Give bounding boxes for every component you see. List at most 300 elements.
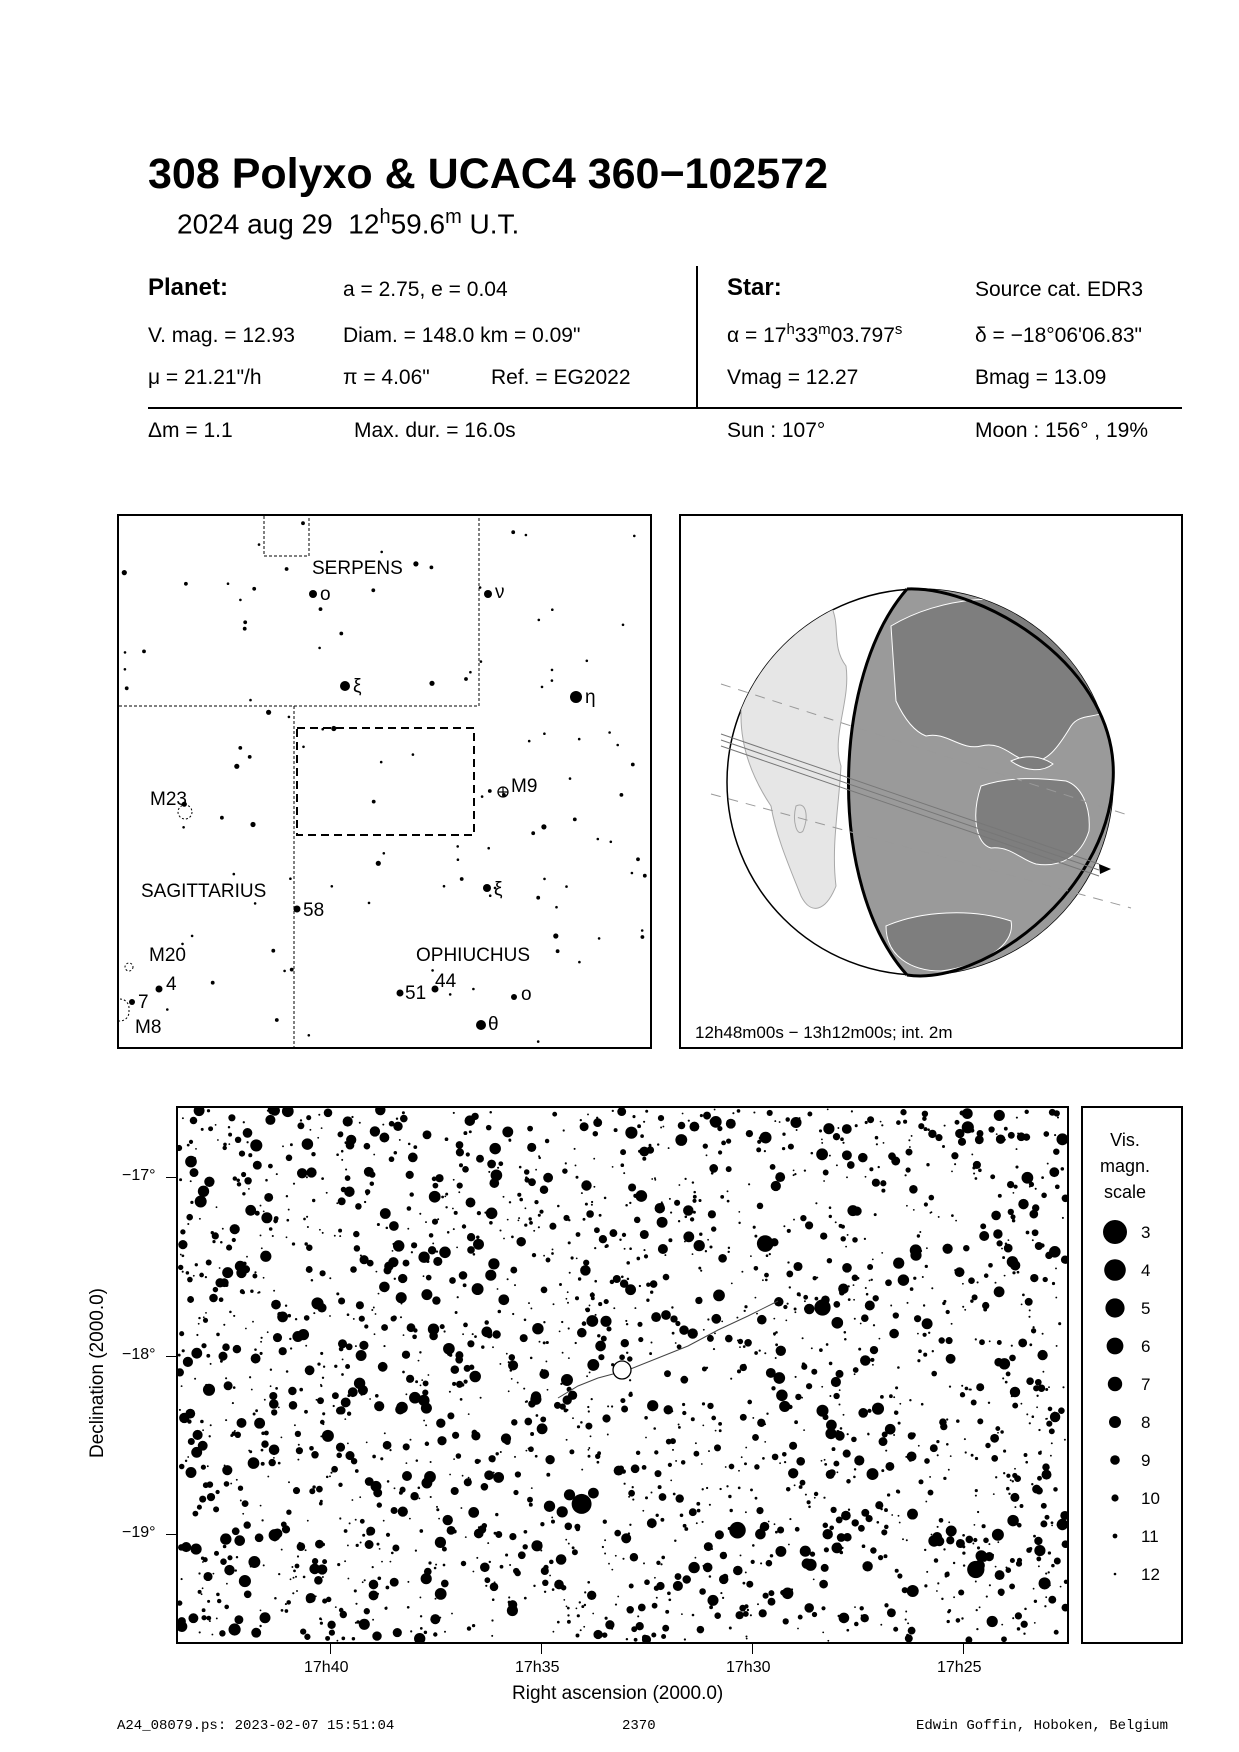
field-star xyxy=(745,1635,747,1637)
field-star xyxy=(254,1271,256,1273)
field-star xyxy=(962,1306,964,1308)
field-star xyxy=(1036,1395,1038,1397)
field-star xyxy=(466,1198,476,1208)
field-star xyxy=(425,1221,427,1223)
field-star xyxy=(490,1457,495,1462)
field-star xyxy=(965,1387,969,1391)
field-star xyxy=(657,1143,659,1145)
field-star xyxy=(1003,1472,1005,1474)
field-star xyxy=(860,1606,864,1610)
field-star xyxy=(377,1576,381,1580)
field-star xyxy=(488,1258,499,1269)
field-star xyxy=(895,1386,898,1389)
field-star xyxy=(421,1289,432,1300)
legend-magnitude-label: 7 xyxy=(1141,1375,1151,1394)
field-star xyxy=(691,1417,695,1421)
field-star xyxy=(595,1314,597,1316)
field-star xyxy=(905,1634,913,1642)
field-star xyxy=(593,1630,602,1639)
field-star xyxy=(670,1438,676,1444)
field-star xyxy=(656,1561,660,1565)
field-star xyxy=(966,1536,974,1544)
field-star xyxy=(293,1487,300,1494)
field-star xyxy=(410,1439,412,1441)
field-star xyxy=(185,1460,187,1462)
field-star xyxy=(592,1613,594,1615)
field-star xyxy=(776,1390,788,1402)
field-star xyxy=(599,1235,607,1243)
star-theta-ophiuchi xyxy=(476,1020,486,1030)
field-star xyxy=(222,1228,224,1230)
field-star xyxy=(880,1508,882,1510)
field-star xyxy=(286,1370,289,1373)
field-star xyxy=(275,1387,278,1390)
field-star xyxy=(711,1226,716,1231)
field-star xyxy=(804,1307,807,1310)
label-theta: θ xyxy=(488,1014,499,1035)
field-star xyxy=(290,1347,292,1349)
field-star xyxy=(302,1138,313,1149)
boundary-line xyxy=(119,516,479,706)
field-star xyxy=(610,841,613,844)
field-star xyxy=(539,1341,541,1343)
field-star xyxy=(1000,1430,1003,1433)
field-star xyxy=(693,1195,697,1199)
field-star xyxy=(187,1277,193,1283)
field-star xyxy=(815,1202,817,1204)
globe-caption: 12h48m00s − 13h12m00s; int. 2m xyxy=(695,1023,953,1042)
field-star xyxy=(673,1493,676,1496)
field-star xyxy=(838,1283,848,1293)
field-star xyxy=(219,1267,221,1269)
field-star xyxy=(775,1172,785,1182)
field-star xyxy=(628,1393,633,1398)
field-star xyxy=(543,1321,545,1323)
field-star xyxy=(1048,1571,1050,1573)
field-star xyxy=(195,1148,197,1150)
field-star xyxy=(187,1144,190,1147)
field-star xyxy=(821,1606,825,1610)
field-star xyxy=(658,1485,662,1489)
field-star xyxy=(690,1217,694,1221)
field-star xyxy=(213,1573,215,1575)
field-star xyxy=(783,1305,787,1309)
field-star xyxy=(443,1564,446,1567)
field-star xyxy=(190,1117,198,1125)
legend-magnitude-dot xyxy=(1110,1455,1120,1465)
field-star xyxy=(436,1250,438,1252)
field-star xyxy=(347,1313,350,1316)
field-star xyxy=(743,1611,749,1617)
field-star xyxy=(343,1116,353,1126)
field-star xyxy=(532,1253,536,1257)
field-star xyxy=(467,1626,471,1630)
field-star xyxy=(232,1402,234,1404)
moon-info: Moon : 156° , 19% xyxy=(975,419,1149,442)
field-star xyxy=(224,1381,233,1390)
field-star xyxy=(654,1177,656,1179)
field-star xyxy=(386,1227,389,1230)
magnitude-drop: Δm = 1.1 xyxy=(148,419,233,442)
field-star xyxy=(1029,1343,1032,1346)
field-star xyxy=(631,872,634,875)
field-star xyxy=(842,1621,844,1623)
field-star xyxy=(321,1127,323,1129)
field-star xyxy=(337,1563,340,1566)
field-star xyxy=(672,1332,675,1335)
field-star xyxy=(246,1256,248,1258)
field-star xyxy=(936,1590,938,1592)
x-tick-label: 17h30 xyxy=(726,1659,771,1676)
field-star xyxy=(575,1296,579,1300)
field-star xyxy=(793,1170,795,1172)
field-star xyxy=(379,1133,389,1143)
field-star xyxy=(626,1352,628,1354)
field-star xyxy=(576,1634,580,1638)
field-star xyxy=(516,1237,526,1247)
field-star xyxy=(972,1543,974,1545)
field-star xyxy=(795,1394,801,1400)
field-star xyxy=(967,1116,969,1118)
field-star xyxy=(460,877,464,881)
field-star xyxy=(597,1461,600,1464)
field-star xyxy=(253,1413,256,1416)
field-star xyxy=(1025,1298,1033,1306)
field-star xyxy=(788,1144,794,1150)
field-star xyxy=(589,1371,591,1373)
field-star xyxy=(486,1125,492,1131)
field-star xyxy=(833,1301,840,1308)
field-star xyxy=(975,1338,977,1340)
field-star xyxy=(647,1400,658,1411)
field-star xyxy=(1005,1566,1007,1568)
field-star xyxy=(738,1487,741,1490)
field-star xyxy=(1026,1547,1031,1552)
field-star xyxy=(1023,1633,1025,1635)
field-star xyxy=(853,1207,862,1216)
field-star xyxy=(556,949,560,953)
field-star xyxy=(759,1136,762,1139)
field-star xyxy=(1060,1586,1062,1588)
field-star xyxy=(847,1161,855,1169)
field-star xyxy=(347,1578,349,1580)
field-star xyxy=(366,1193,369,1196)
field-star xyxy=(641,935,645,939)
field-star xyxy=(938,1337,944,1343)
field-star xyxy=(464,1365,471,1372)
field-star xyxy=(545,1455,554,1464)
field-star xyxy=(853,1367,859,1373)
field-star xyxy=(1016,1148,1018,1150)
field-star xyxy=(255,1211,260,1216)
field-star xyxy=(288,1481,290,1483)
field-star xyxy=(242,1192,245,1195)
field-star xyxy=(386,1586,390,1590)
field-star xyxy=(352,1637,355,1640)
field-star xyxy=(609,1229,617,1237)
field-star xyxy=(889,1394,893,1398)
field-star xyxy=(702,1488,704,1490)
field-star xyxy=(631,1626,637,1632)
magnitude-legend xyxy=(1081,1106,1183,1644)
field-star xyxy=(304,1242,307,1245)
field-star xyxy=(826,1470,835,1479)
field-star xyxy=(956,1419,960,1423)
field-star xyxy=(508,1360,518,1370)
legend-magnitude-dot xyxy=(1103,1220,1127,1244)
field-star xyxy=(842,1124,852,1134)
field-star xyxy=(593,1186,595,1188)
field-star xyxy=(602,1414,610,1422)
field-star xyxy=(997,1340,1002,1345)
field-star xyxy=(839,1224,843,1228)
field-star xyxy=(472,1333,474,1335)
field-star xyxy=(807,1112,812,1117)
field-star xyxy=(842,1150,852,1160)
field-star xyxy=(678,1424,680,1426)
field-star xyxy=(472,1571,474,1573)
field-star xyxy=(1005,1381,1008,1384)
field-star xyxy=(431,969,434,972)
field-star xyxy=(1057,1116,1059,1118)
field-star xyxy=(752,1434,759,1441)
field-star xyxy=(782,1133,785,1136)
field-star xyxy=(654,1450,658,1454)
field-star xyxy=(642,1510,644,1512)
field-star xyxy=(764,1352,766,1354)
field-star xyxy=(142,650,146,654)
field-star xyxy=(318,647,321,650)
field-star xyxy=(602,1546,604,1548)
field-star xyxy=(955,1220,957,1222)
field-star xyxy=(293,1183,295,1185)
field-star xyxy=(824,1547,829,1552)
field-star xyxy=(803,1295,808,1300)
planet-motion: μ = 21.21"/h xyxy=(148,366,262,389)
field-star xyxy=(853,1284,855,1286)
field-star xyxy=(364,1608,370,1614)
field-star xyxy=(919,1231,921,1233)
field-star xyxy=(462,1224,466,1228)
field-star xyxy=(530,1432,534,1436)
field-star xyxy=(538,1157,541,1160)
field-star xyxy=(459,1271,468,1280)
field-star xyxy=(268,1164,273,1169)
field-star xyxy=(1059,1525,1062,1528)
field-star xyxy=(313,1312,315,1314)
field-star xyxy=(461,1561,466,1566)
m8-nebula-symbol xyxy=(119,999,129,1021)
field-star xyxy=(680,1514,684,1518)
field-star xyxy=(402,1371,405,1374)
detail-chart-svg xyxy=(178,1108,1067,1642)
field-star xyxy=(682,1575,691,1584)
field-star xyxy=(636,1257,640,1261)
field-star xyxy=(881,1189,885,1193)
field-star xyxy=(1010,1214,1015,1219)
field-star xyxy=(764,1150,766,1152)
field-star xyxy=(492,1330,500,1338)
field-star xyxy=(355,1603,357,1605)
field-star xyxy=(1008,1493,1010,1495)
field-star xyxy=(266,710,271,715)
field-star xyxy=(907,1302,909,1304)
field-star xyxy=(261,1212,272,1223)
field-star xyxy=(419,1213,421,1215)
field-star xyxy=(203,1482,209,1488)
field-star xyxy=(487,887,490,890)
field-star xyxy=(216,1593,220,1597)
field-star xyxy=(495,1531,502,1538)
field-star xyxy=(378,1293,380,1295)
field-star xyxy=(821,1139,823,1141)
field-star xyxy=(1020,1504,1024,1508)
field-star xyxy=(768,1590,774,1596)
field-star xyxy=(297,1555,299,1557)
field-star xyxy=(1055,1184,1060,1189)
field-star xyxy=(774,1120,776,1122)
field-star xyxy=(926,1247,928,1249)
field-star xyxy=(215,1278,224,1287)
field-star xyxy=(586,1315,598,1327)
field-star xyxy=(767,1110,773,1116)
field-star xyxy=(459,1163,463,1167)
field-star xyxy=(1041,1193,1047,1199)
field-star xyxy=(531,831,535,835)
field-star xyxy=(269,1392,277,1400)
field-star xyxy=(854,1622,859,1627)
field-star xyxy=(583,1260,589,1266)
field-star xyxy=(178,1617,186,1625)
field-star xyxy=(536,1414,539,1417)
field-star xyxy=(956,1539,965,1548)
field-star xyxy=(852,1519,859,1526)
field-star xyxy=(588,1488,599,1499)
field-star xyxy=(286,1236,288,1238)
field-star xyxy=(782,1147,785,1150)
field-star xyxy=(835,1431,845,1441)
field-star xyxy=(1020,1403,1022,1405)
field-star xyxy=(196,1173,198,1175)
field-star xyxy=(946,1354,956,1364)
field-star xyxy=(436,1506,438,1508)
field-star xyxy=(341,1150,344,1153)
field-star xyxy=(948,1609,951,1612)
field-star xyxy=(584,1591,586,1593)
field-star xyxy=(1037,1476,1042,1481)
field-star xyxy=(415,1380,418,1383)
field-star xyxy=(833,1133,840,1140)
field-star xyxy=(337,1640,339,1642)
field-star xyxy=(898,1274,909,1285)
field-star xyxy=(409,1192,413,1196)
field-star xyxy=(178,1368,184,1376)
field-star xyxy=(976,1550,988,1562)
field-star xyxy=(338,1297,345,1304)
field-star xyxy=(449,1391,451,1393)
field-star xyxy=(373,1154,375,1156)
field-star xyxy=(317,1362,320,1365)
field-star xyxy=(203,1318,208,1323)
field-star xyxy=(993,1229,1002,1238)
field-star xyxy=(796,1129,798,1131)
field-star xyxy=(880,1180,886,1186)
field-star xyxy=(913,1277,916,1280)
field-star xyxy=(339,1517,341,1519)
field-star xyxy=(254,1418,265,1429)
field-star xyxy=(976,1628,978,1630)
field-star xyxy=(356,1301,364,1309)
field-star xyxy=(297,1459,299,1461)
field-star xyxy=(722,1597,724,1599)
field-star xyxy=(194,1378,196,1380)
field-star xyxy=(551,1516,553,1518)
field-star xyxy=(988,1263,993,1268)
event-hour: 12 xyxy=(348,208,380,240)
event-minute: 59.6 xyxy=(390,208,446,240)
field-star xyxy=(887,1493,890,1496)
field-star xyxy=(469,1371,481,1383)
label-58: 58 xyxy=(303,900,325,921)
field-star xyxy=(336,1453,342,1459)
field-star xyxy=(351,1116,353,1118)
field-star xyxy=(586,1375,588,1377)
y-tick-label: −17° xyxy=(122,1167,156,1184)
field-star xyxy=(478,1526,480,1528)
field-star xyxy=(359,1619,370,1630)
field-star xyxy=(350,1266,357,1273)
field-star xyxy=(729,1464,735,1470)
field-star xyxy=(1021,1621,1028,1628)
field-star xyxy=(796,1457,805,1466)
star-declination: δ = −18°06'06.83" xyxy=(975,324,1143,347)
event-datetime xyxy=(177,206,519,240)
field-star xyxy=(620,1398,625,1403)
field-star xyxy=(261,1519,263,1521)
field-star xyxy=(290,1143,293,1146)
field-star xyxy=(718,1422,722,1426)
field-star xyxy=(492,1598,495,1601)
field-star xyxy=(632,1115,635,1118)
field-star xyxy=(940,1423,947,1430)
field-star xyxy=(845,1246,847,1248)
field-star xyxy=(798,1294,801,1297)
field-star xyxy=(628,1532,630,1534)
field-star xyxy=(302,746,305,749)
field-star xyxy=(898,1515,900,1517)
field-star xyxy=(260,1205,262,1207)
field-star xyxy=(747,1609,749,1611)
field-star xyxy=(640,1230,649,1239)
field-star xyxy=(614,1530,621,1537)
field-star xyxy=(565,1539,567,1541)
field-star xyxy=(995,1282,997,1284)
field-star xyxy=(230,1483,232,1485)
field-star xyxy=(795,1527,800,1532)
field-star xyxy=(675,1460,677,1462)
field-star xyxy=(192,1511,198,1517)
field-star xyxy=(285,567,289,571)
field-star xyxy=(455,1351,463,1359)
field-star xyxy=(626,1261,630,1265)
field-star xyxy=(1053,1487,1058,1492)
field-star xyxy=(259,1625,261,1627)
field-star xyxy=(887,1608,896,1617)
field-star xyxy=(260,1505,262,1507)
field-star xyxy=(372,1566,374,1568)
field-star xyxy=(629,1247,632,1250)
field-star xyxy=(344,1418,346,1420)
